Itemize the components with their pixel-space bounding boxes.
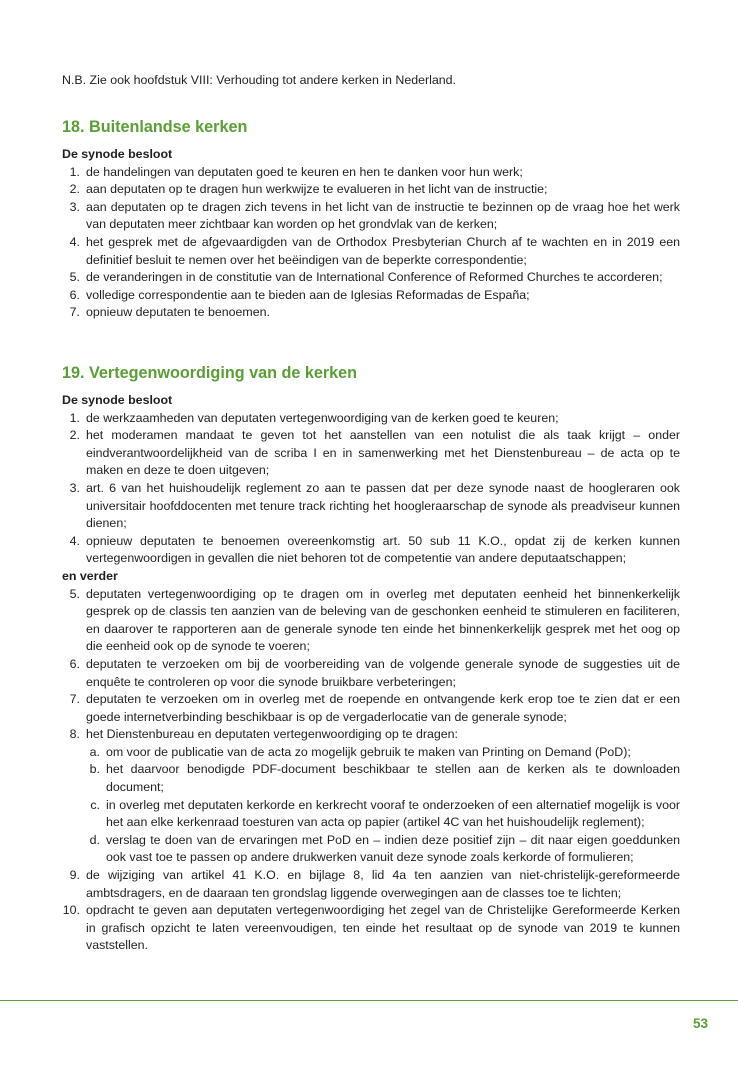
sub-list-item: b. het daarvoor benodigde PDF-document beschikbaar te stellen aan de kerken als te downloaden document; [89, 762, 680, 795]
list-item: 4. opnieuw deputaten te benoemen overeenkomstig art. 50 sub 11 K.O., opdat zij de kerken kunnen vertegenwoordigen in gevallen die niet behoren tot de competentie van andere deputaatschappen; [69, 533, 680, 566]
section-heading: 18. Buitenlandse kerken [62, 118, 248, 136]
list-item: 7. deputaten te verzoeken om in overleg met de roepende en ontvangende kerk erop toe te zien dat er een goede internetverbinding beschikbaar is op de vergaderlocatie van de generale synode; [69, 692, 680, 724]
list-item: 9. de wijziging van artikel 41 K.O. en bijlage 8, lid 4a ten aanzien van niet-christelijk-gereformeerde ambtsdragers, en de daaraan ten grondslag liggende overwegingen aan de classes toe te lichten; [69, 868, 680, 900]
sub-list-item: d. verslag te doen van de ervaringen met PoD en – indien deze positief zijn – dit naar eigen goeddunken ook vast toe te passen op andere drukwerken vanuit deze synode zoals kerkorde of formulieren; [89, 832, 680, 865]
section-19 [62, 362, 680, 955]
decision-list-continued [62, 586, 680, 955]
section-lead: De synode besloot [62, 147, 173, 161]
note-text: N.B. Zie ook hoofdstuk VIII: Verhouding tot andere kerken in Nederland. [62, 73, 456, 87]
section-lead: De synode besloot [62, 393, 173, 407]
list-item: 4. het gesprek met de afgevaardigden van de Orthodox Presbyterian Church af te wachten en in 2019 een definitief besluit te nemen over het beëindigen van de beperkte correspondentie; [69, 234, 680, 267]
list-item: 10. opdracht te geven aan deputaten vertegenwoordiging het zegel van de Christelijke Gereformeerde Kerken in grafisch opzicht te laten vereenvoudigen, ten einde het resultaat op de synode van 2019 te kunnen vaststellen. [62, 903, 680, 953]
list-item: 8. het Dienstenbureau en deputaten vertegenwoordiging op te dragen: [69, 727, 458, 742]
list-item: 1. de werkzaamheden van deputaten vertegenwoordiging van de kerken goed te keuren; [69, 410, 559, 425]
list-item: 3. art. 6 van het huishoudelijk reglement zo aan te passen dat per deze synode naast de hoogleraren ook universitair hoofddocenten met tenure track richting het hoogleraarschap de synode als preadviseur kunnen dienen; [69, 480, 680, 531]
section-18 [62, 116, 680, 322]
decision-list [62, 164, 680, 322]
list-item: 6. volledige correspondentie aan te bieden aan de Iglesias Reformadas de España; [69, 287, 530, 302]
page-number: 53 [692, 1016, 708, 1031]
list-item: 1. de handelingen van deputaten goed te keuren en hen te danken voor hun werk; [69, 164, 523, 179]
list-item: 7. opnieuw deputaten te benoemen. [69, 305, 270, 320]
list-item: 5. deputaten vertegenwoordiging op te dragen om in overleg met deputaten eenheid het binnenkerkelijk gesprek op de classis ten aanzien van de beleving van de geschonken eenheid te stimuleren en faciliteren, en daarover te rapporteren aan de generale synode ten einde het binnenkerkelijk gesprek met het oog op die eenheid ook op de synode te voeren; [69, 586, 680, 654]
decision-list [62, 410, 680, 568]
sub-list-item: a. om voor de publicatie van de acta zo mogelijk gebruik te maken van Printing on Demand (PoD); [89, 744, 631, 759]
list-item: 6. deputaten te verzoeken om bij de voorbereiding van de volgende generale synode de suggesties uit de enquête te controleren op voor die synode bruikbare verbeteringen; [69, 656, 680, 689]
section-heading: 19. Vertegenwoordiging van de kerken [62, 364, 358, 382]
sub-list-item: c. in overleg met deputaten kerkorde en kerkrecht vooraf te onderzoeken of een alternatief mogelijk is voor het aan elke kerkenraad toesturen van acta op papier (artikel 4C van het huishoudelijk reglement); [90, 797, 680, 830]
list-item: 2. aan deputaten op te dragen hun werkwijze te evalueren in het licht van de instructie; [69, 182, 548, 197]
list-item: 3. aan deputaten op te dragen zich tevens in het licht van de instructie te bezinnen op de vraag hoe het werk van deputaten meer zichtbaar kan worden op het grondvlak van de kerken; [69, 199, 680, 232]
section-lead-continued: en verder [62, 568, 118, 583]
footer-divider [0, 1000, 738, 1001]
list-item: 2. het moderamen mandaat te geven tot het aanstellen van een notulist die als taak krijgt – onder eindverantwoordelijkheid van de scriba I en in samenwerking met het Dienstenbureau – de acta op te maken en deze te doen uitgeven; [69, 428, 680, 478]
list-item: 5. de veranderingen in de constitutie van de International Conference of Reformed Churches te accorderen; [69, 270, 663, 285]
